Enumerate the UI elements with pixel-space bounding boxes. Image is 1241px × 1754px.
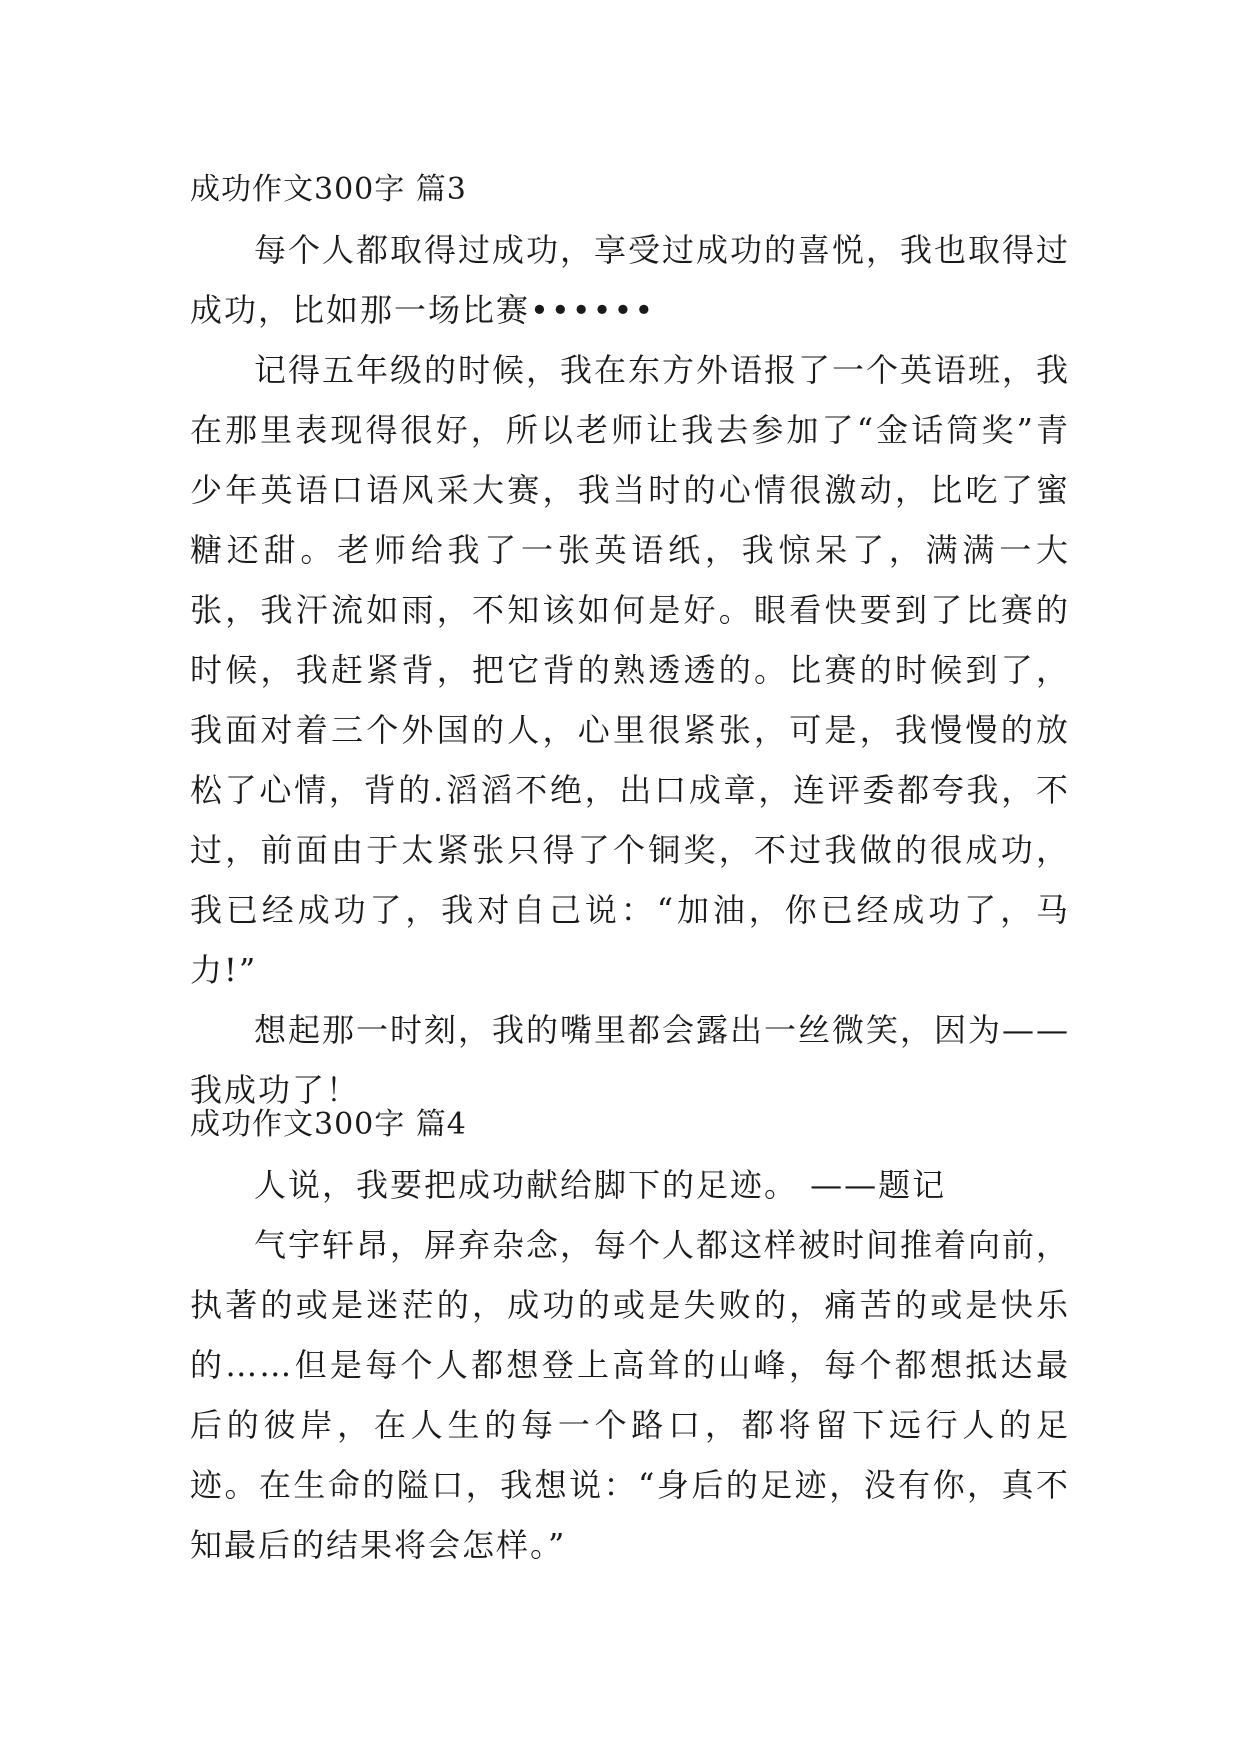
paragraph: 想起那一时刻，我的嘴里都会露出一丝微笑，因为——我成功了！	[190, 1011, 1071, 1109]
section-heading: 成功作文300字 篇4	[190, 1107, 467, 1142]
paragraph: 记得五年级的时候，我在东方外语报了一个英语班，我在那里表现得很好，所以老师让我去参加了“金话筒奖”青少年英语口语风采大赛，我当时的心情很激动，比吃了蜜糖还甜。老师给我了一张英语纸，我惊呆了，满满一大张，我汗流如雨，不知该如何是好。眼看快要到了比赛的时候，我赶紧背，把它背的熟透透的。比赛的时候到了，我面对着三个外国的人，心里很紧张，可是，我慢慢的放松了心情，背的.滔滔不绝，出口成章，连评委都夸我，不过，前面由于太紧张只得了个铜奖，不过我做的很成功，我已经成功了，我对自己说：“加油，你已经成功了，马力!”	[190, 351, 1071, 989]
essay-section-3	[190, 160, 1070, 1120]
paragraph: 气宇轩昂，屏弃杂念，每个人都这样被时间推着向前，执著的或是迷茫的，成功的或是失败的，痛苦的或是快乐的……但是每个人都想登上高耸的山峰，每个都想抵达最后的彼岸，在人生的每一个路口，都将留下远行人的足迹。在生命的隘口，我想说：“身后的足迹，没有你，真不知最后的结果将会怎样。”	[190, 1226, 1071, 1564]
paragraph: 每个人都取得过成功，享受过成功的喜悦，我也取得过成功，比如那一场比赛••••••	[190, 231, 1071, 329]
essay-section-4	[190, 1095, 1070, 1575]
paragraph: 人说，我要把成功献给脚下的足迹。 ——题记	[254, 1166, 947, 1204]
section-heading: 成功作文300字 篇3	[190, 172, 467, 207]
